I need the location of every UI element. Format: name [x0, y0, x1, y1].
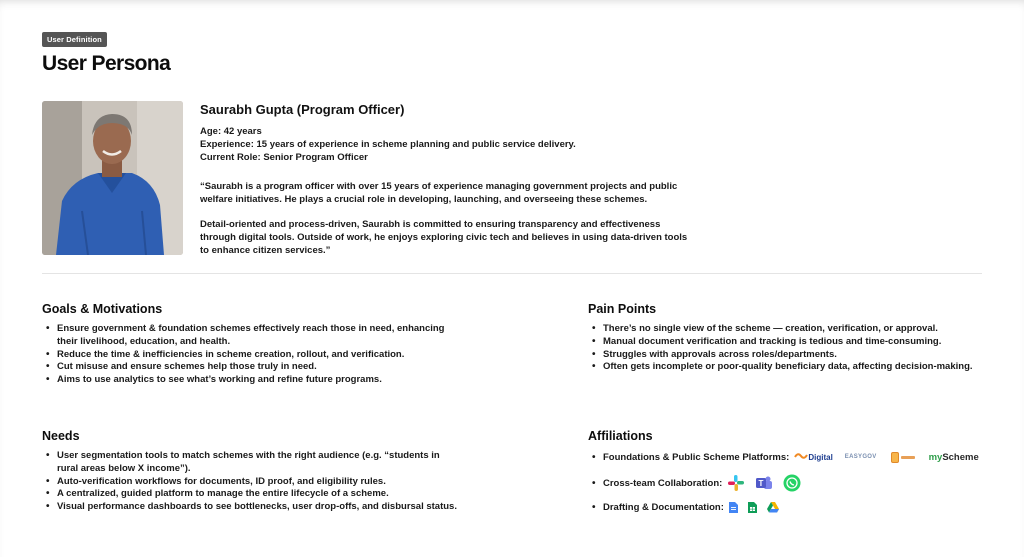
platforms-row — [588, 450, 988, 464]
section-tag: User Definition — [42, 32, 107, 47]
list-item: • Auto-verification workflows for documents, ID proof, and eligibility rules. — [42, 476, 462, 489]
persona-quote-paragraph-1: “Saurabh is a program officer with over 15 years of experience managing government projects and public welfare initiatives. He plays a crucial role in developing, launching, and overseeing these schemes. — [200, 181, 678, 205]
list-item: • Ensure government & foundation schemes effectively reach those in need, enhancing their livelihood, education, and health. — [42, 323, 462, 349]
goals-title: Goals & Motivations — [42, 302, 163, 316]
page-title: User Persona — [42, 52, 171, 75]
needs-section — [42, 429, 462, 514]
list-item: • Often gets incomplete or poor-quality beneficiary data, affecting decision-making. — [588, 361, 988, 374]
persona-age: Age: 42 years — [200, 126, 262, 137]
list-item: • Struggles with approvals across roles/departments. — [588, 349, 988, 362]
affiliations-title: Affiliations — [588, 429, 653, 443]
collaboration-label: • Cross-team Collaboration: — [588, 478, 722, 489]
list-item: • Manual document verification and tracking is tedious and time-consuming. — [588, 336, 988, 349]
documentation-label: • Drafting & Documentation: — [588, 502, 724, 513]
list-item: • There’s no single view of the scheme — creation, verification, or approval. — [588, 323, 988, 336]
persona-role: Current Role: Senior Program Officer — [200, 152, 368, 163]
list-item: • Aims to use analytics to see what’s working and refine future programs. — [42, 374, 462, 387]
list-item: • Reduce the time & inefficiencies in scheme creation, rollout, and verification. — [42, 349, 462, 362]
digital-india-logo: Digital — [794, 452, 832, 462]
documentation-row — [588, 500, 988, 514]
collaboration-row — [588, 473, 988, 493]
list-item: • User segmentation tools to match schemes with the right audience (e.g. “students in rural areas below X income”). — [42, 450, 462, 476]
microsoft-teams-icon — [755, 474, 773, 492]
whatsapp-icon — [783, 474, 801, 492]
needs-title: Needs — [42, 429, 80, 443]
pain-points-title: Pain Points — [588, 302, 657, 316]
platform-logos — [794, 452, 978, 463]
foundation-logo — [891, 452, 915, 463]
google-sheets-icon — [748, 502, 757, 513]
persona-bio — [200, 102, 720, 257]
platforms-label: • Foundations & Public Scheme Platforms: — [588, 452, 789, 463]
goals-list — [42, 323, 462, 387]
persona-photo — [42, 101, 183, 255]
google-docs-icon — [729, 502, 738, 513]
persona-experience: Experience: 15 years of experience in scheme planning and public service delivery. — [200, 139, 576, 150]
pain-points-list — [588, 323, 988, 374]
digital-india-mark-icon — [794, 452, 808, 462]
list-item: • Visual performance dashboards to see bottlenecks, user drop-offs, and disbursal status. — [42, 501, 462, 514]
google-drive-icon — [767, 502, 779, 513]
svg-text:T: T — [758, 479, 764, 488]
divider — [42, 273, 982, 274]
easygov-logo: EASYGOV — [844, 454, 877, 460]
affiliations-section — [588, 429, 988, 514]
collaboration-logos — [727, 474, 801, 492]
slack-icon — [727, 474, 745, 492]
foundation-mark-icon — [891, 452, 899, 463]
persona-quote-paragraph-2: Detail-oriented and process-driven, Saurabh is committed to ensuring transparency and effectiveness through digital tools. Outside of work, he enjoys exploring civic tech and believes in using data-driven tools to enhance citizen services.” — [200, 219, 688, 256]
myscheme-logo: myScheme — [928, 451, 979, 463]
pain-points-section — [588, 302, 988, 374]
documentation-logos — [729, 502, 779, 513]
list-item: • Cut misuse and ensure schemes help those truly in need. — [42, 361, 462, 374]
list-item: • A centralized, guided platform to manage the entire lifecycle of a scheme. — [42, 488, 462, 501]
goals-section — [42, 302, 462, 387]
needs-list — [42, 450, 462, 514]
persona-name: Saurabh Gupta (Program Officer) — [200, 102, 405, 117]
